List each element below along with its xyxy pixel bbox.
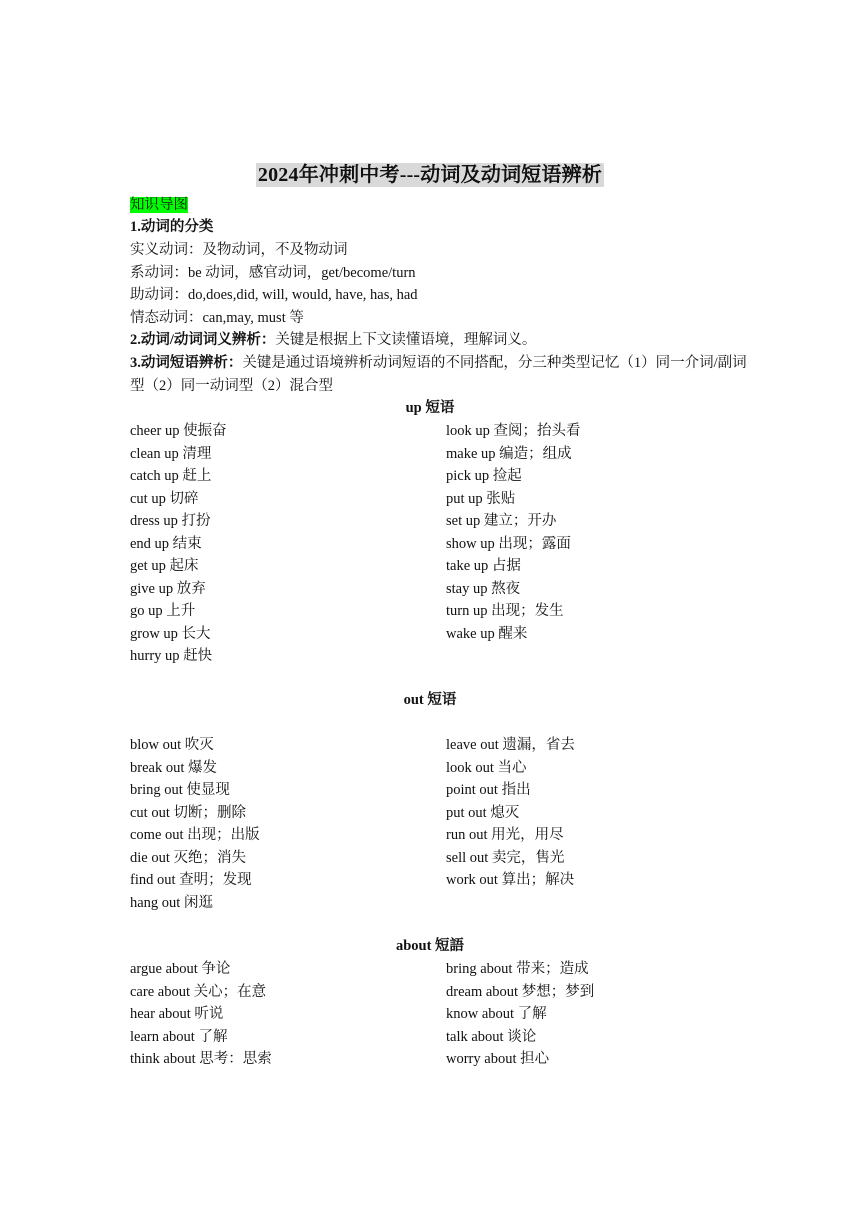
section3-text: 关键是通过语境辨析动词短语的不同搭配，分三种类型记忆（1）同一介词/副词型（2）同一动词型（2）混合型	[130, 355, 747, 394]
phrase-item: point out 指出	[446, 782, 531, 798]
phrase-item: learn about 了解	[130, 1028, 228, 1045]
phrase-item: cut up 切碎	[130, 490, 199, 507]
document-title-wrap	[0, 158, 860, 187]
about-group-heading: about 短語	[395, 938, 465, 954]
phrase-item: clean up 清理	[130, 445, 212, 462]
about-left-column	[130, 958, 430, 1071]
phrase-item: sell out 卖完，售光	[446, 849, 565, 866]
section1-line: 实义动词：及物动词，不及物动词	[130, 242, 348, 258]
section2-heading: 2.动词/动词词义辨析：	[130, 332, 276, 348]
phrase-item: catch up 赶上	[130, 468, 212, 484]
knowledge-map-badge: 知识导图	[130, 197, 188, 213]
phrase-item: cheer up 使振奋	[130, 423, 227, 439]
badge-line	[130, 194, 750, 217]
phrase-item: leave out 遗漏，省去	[446, 737, 575, 753]
phrase-item: set up 建立；开办	[446, 513, 557, 529]
phrase-item: think about 思考：思索	[130, 1051, 272, 1067]
up-left-column	[130, 420, 430, 668]
phrase-item: pick up 捡起	[446, 468, 522, 484]
phrase-item: find out 查明；发现	[130, 872, 252, 888]
section2-text: 关键是根据上下文读懂语境，理解词义。	[275, 332, 537, 348]
section1-heading-line	[130, 216, 750, 239]
up-group-heading: up 短语	[405, 400, 455, 416]
phrase-item: put up 张贴	[446, 490, 516, 507]
out-right-column	[446, 734, 746, 892]
phrase-item: work out 算出；解决	[446, 872, 575, 888]
phrase-item: put out 熄灭	[446, 804, 520, 821]
section1-line: 情态动词：can,may, must 等	[130, 310, 304, 326]
phrase-item: cut out 切断；删除	[130, 804, 246, 821]
section1-heading: 1.动词的分类	[130, 219, 214, 235]
phrase-item: run out 用光，用尽	[446, 827, 564, 843]
phrase-item: stay up 熬夜	[446, 580, 521, 597]
section3-heading: 3.动词短语辨析：	[130, 355, 243, 371]
phrase-item: wake up 醒来	[446, 625, 528, 642]
phrase-item: look up 查阅；抬头看	[446, 423, 581, 439]
phrase-item: dream about 梦想；梦到	[446, 983, 595, 1000]
phrase-item: look out 当心	[446, 759, 527, 776]
phrase-item: end up 结束	[130, 535, 202, 552]
phrase-item: hear about 听说	[130, 1006, 224, 1022]
phrase-item: get up 起床	[130, 558, 199, 574]
phrase-item: worry about 担心	[446, 1051, 550, 1067]
phrase-item: take up 占据	[446, 558, 521, 574]
phrase-item: die out 灭绝；消失	[130, 849, 246, 866]
phrase-item: go up 上升	[130, 603, 196, 619]
section1-line: 助动词：do,does,did, will, would, have, has, had	[130, 287, 418, 303]
phrase-item: give up 放弃	[130, 580, 206, 597]
phrase-item: grow up 长大	[130, 625, 211, 642]
phrase-item: hurry up 赶快	[130, 648, 213, 664]
phrase-item: break out 爆发	[130, 759, 217, 776]
phrase-item: hang out 闲逛	[130, 894, 213, 911]
phrase-item: show up 出现；露面	[446, 535, 571, 552]
out-group-heading: out 短语	[403, 692, 457, 708]
phrase-item: care about 关心；在意	[130, 983, 267, 1000]
section2-line	[130, 329, 750, 352]
about-right-column	[446, 958, 746, 1071]
phrase-item: come out 出现；出版	[130, 827, 260, 843]
phrase-item: argue about 争论	[130, 961, 231, 977]
section3-line	[130, 352, 750, 397]
phrase-item: dress up 打扮	[130, 513, 211, 529]
out-left-column	[130, 734, 430, 914]
phrase-item: know about 了解	[446, 1006, 547, 1022]
phrase-item: bring about 带来；造成	[446, 961, 589, 977]
phrase-item: make up 编造；组成	[446, 445, 572, 462]
document-title: 2024年冲刺中考---动词及动词短语辨析	[257, 164, 603, 186]
section1-line: 系动词：be 动词，感官动词，get/become/turn	[130, 265, 416, 281]
phrase-item: talk about 谈论	[446, 1028, 537, 1045]
phrase-item: bring out 使显现	[130, 782, 230, 798]
phrase-item: blow out 吹灭	[130, 737, 214, 753]
up-right-column	[446, 420, 746, 645]
phrase-item: turn up 出现；发生	[446, 603, 564, 619]
